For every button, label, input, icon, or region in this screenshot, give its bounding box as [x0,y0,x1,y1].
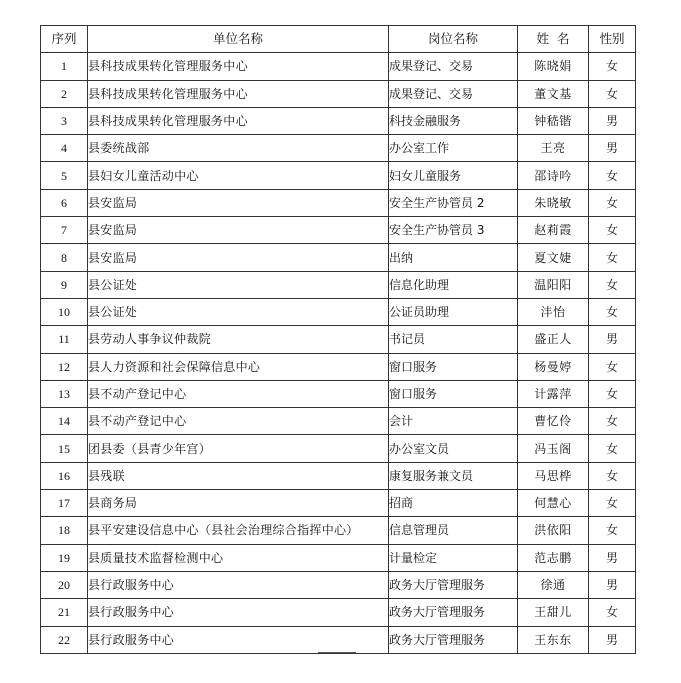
cell-name: 沣怡 [518,298,589,325]
cell-name: 计露萍 [518,380,589,407]
cell-gender: 女 [589,244,636,271]
cell-index: 8 [41,244,88,271]
cell-gender: 女 [589,217,636,244]
cell-index: 17 [41,490,88,517]
cell-name: 曹忆伶 [518,408,589,435]
cell-gender: 女 [589,380,636,407]
cell-unit: 县行政服务中心 [88,626,389,653]
cell-post: 康复服务兼文员 [389,462,518,489]
cell-name: 王东东 [518,626,589,653]
cell-unit: 县商务局 [88,490,389,517]
cell-gender: 女 [589,490,636,517]
header-gender: 性别 [589,26,636,53]
header-row [41,26,636,53]
cell-gender: 女 [589,408,636,435]
cell-gender: 女 [589,162,636,189]
header-index: 序列 [41,26,88,53]
cell-name: 徐通 [518,571,589,598]
table-row [41,298,636,325]
cell-name: 洪依阳 [518,517,589,544]
cell-index: 14 [41,408,88,435]
cell-name: 钟嵇锴 [518,107,589,134]
cell-index: 1 [41,53,88,80]
cell-index: 18 [41,517,88,544]
table-row [41,517,636,544]
cell-name: 冯玉阁 [518,435,589,462]
header-unit: 单位名称 [88,26,389,53]
table-row [41,135,636,162]
cell-post: 办公室工作 [389,135,518,162]
cell-post: 政务大厅管理服务 [389,571,518,598]
table-row [41,244,636,271]
cell-index: 21 [41,599,88,626]
cell-index: 22 [41,626,88,653]
cell-post: 安全生产协管员 3 [389,217,518,244]
cell-gender: 男 [589,135,636,162]
cell-unit: 县平安建设信息中心（县社会治理综合指挥中心） [88,517,389,544]
table-row [41,271,636,298]
cell-post: 书记员 [389,326,518,353]
cell-post: 信息化助理 [389,271,518,298]
cell-index: 20 [41,571,88,598]
cell-gender: 男 [589,626,636,653]
table-row [41,353,636,380]
cell-post: 窗口服务 [389,380,518,407]
table-row [41,162,636,189]
cell-post: 出纳 [389,244,518,271]
table-row [41,626,636,653]
cell-unit: 县残联 [88,462,389,489]
cell-unit: 县行政服务中心 [88,599,389,626]
cell-gender: 女 [589,189,636,216]
cell-post: 招商 [389,490,518,517]
table-row [41,435,636,462]
cell-post: 公证员助理 [389,298,518,325]
cell-name: 朱晓敏 [518,189,589,216]
cell-unit: 县人力资源和社会保障信息中心 [88,353,389,380]
cell-post: 成果登记、交易 [389,80,518,107]
cell-gender: 女 [589,53,636,80]
cell-name: 杨曼婷 [518,353,589,380]
cell-name: 王亮 [518,135,589,162]
cell-unit: 县安监局 [88,189,389,216]
cell-unit: 团县委（县青少年宫） [88,435,389,462]
table-row [41,599,636,626]
cell-gender: 男 [589,544,636,571]
cell-unit: 县安监局 [88,244,389,271]
cell-post: 妇女儿童服务 [389,162,518,189]
table-row [41,462,636,489]
cell-index: 13 [41,380,88,407]
table-row [41,408,636,435]
header-name: 姓 名 [518,26,589,53]
cell-unit: 县科技成果转化管理服务中心 [88,107,389,134]
cell-name: 温阳阳 [518,271,589,298]
cell-gender: 女 [589,462,636,489]
cell-unit: 县科技成果转化管理服务中心 [88,80,389,107]
table-row [41,80,636,107]
cell-name: 董文基 [518,80,589,107]
cell-name: 赵莉霞 [518,217,589,244]
cell-post: 科技金融服务 [389,107,518,134]
cell-name: 范志鹏 [518,544,589,571]
table-row [41,571,636,598]
cell-post: 会计 [389,408,518,435]
cell-unit: 县妇女儿童活动中心 [88,162,389,189]
cell-gender: 女 [589,80,636,107]
cell-gender: 女 [589,298,636,325]
cell-unit: 县公证处 [88,271,389,298]
cell-index: 2 [41,80,88,107]
cell-unit: 县不动产登记中心 [88,380,389,407]
cell-gender: 女 [589,435,636,462]
cell-post: 安全生产协管员 2 [389,189,518,216]
cell-post: 政务大厅管理服务 [389,599,518,626]
table-row [41,326,636,353]
cell-unit: 县安监局 [88,217,389,244]
table-row [41,189,636,216]
cell-index: 7 [41,217,88,244]
cell-name: 夏文婕 [518,244,589,271]
cell-gender: 女 [589,271,636,298]
cell-name: 陈晓娟 [518,53,589,80]
cell-post: 成果登记、交易 [389,53,518,80]
cell-index: 16 [41,462,88,489]
cell-gender: 男 [589,326,636,353]
cell-gender: 男 [589,107,636,134]
table-row [41,53,636,80]
cell-gender: 女 [589,517,636,544]
cell-gender: 女 [589,599,636,626]
table-header [41,26,636,53]
cell-post: 政务大厅管理服务 [389,626,518,653]
cell-unit: 县劳动人事争议仲裁院 [88,326,389,353]
cell-name: 马思桦 [518,462,589,489]
cell-gender: 男 [589,571,636,598]
table-row [41,107,636,134]
table-row [41,217,636,244]
cell-index: 12 [41,353,88,380]
cell-index: 11 [41,326,88,353]
cell-post: 窗口服务 [389,353,518,380]
table-row [41,490,636,517]
cell-index: 15 [41,435,88,462]
cell-name: 盛正人 [518,326,589,353]
cell-post: 信息管理员 [389,517,518,544]
cell-unit: 县公证处 [88,298,389,325]
table-row [41,380,636,407]
personnel-table [40,25,636,654]
cell-index: 6 [41,189,88,216]
cell-unit: 县科技成果转化管理服务中心 [88,53,389,80]
cell-unit: 县委统战部 [88,135,389,162]
cell-name: 王甜儿 [518,599,589,626]
cell-unit: 县不动产登记中心 [88,408,389,435]
header-post: 岗位名称 [389,26,518,53]
cell-name: 邵诗吟 [518,162,589,189]
cell-post: 计量检定 [389,544,518,571]
cell-index: 9 [41,271,88,298]
cell-index: 5 [41,162,88,189]
cell-post: 办公室文员 [389,435,518,462]
cell-index: 19 [41,544,88,571]
footer-divider [318,652,356,653]
cell-unit: 县质量技术监督检测中心 [88,544,389,571]
table-body [41,53,636,654]
cell-unit: 县行政服务中心 [88,571,389,598]
table-row [41,544,636,571]
cell-name: 何慧心 [518,490,589,517]
cell-index: 3 [41,107,88,134]
cell-gender: 女 [589,353,636,380]
cell-index: 4 [41,135,88,162]
cell-index: 10 [41,298,88,325]
